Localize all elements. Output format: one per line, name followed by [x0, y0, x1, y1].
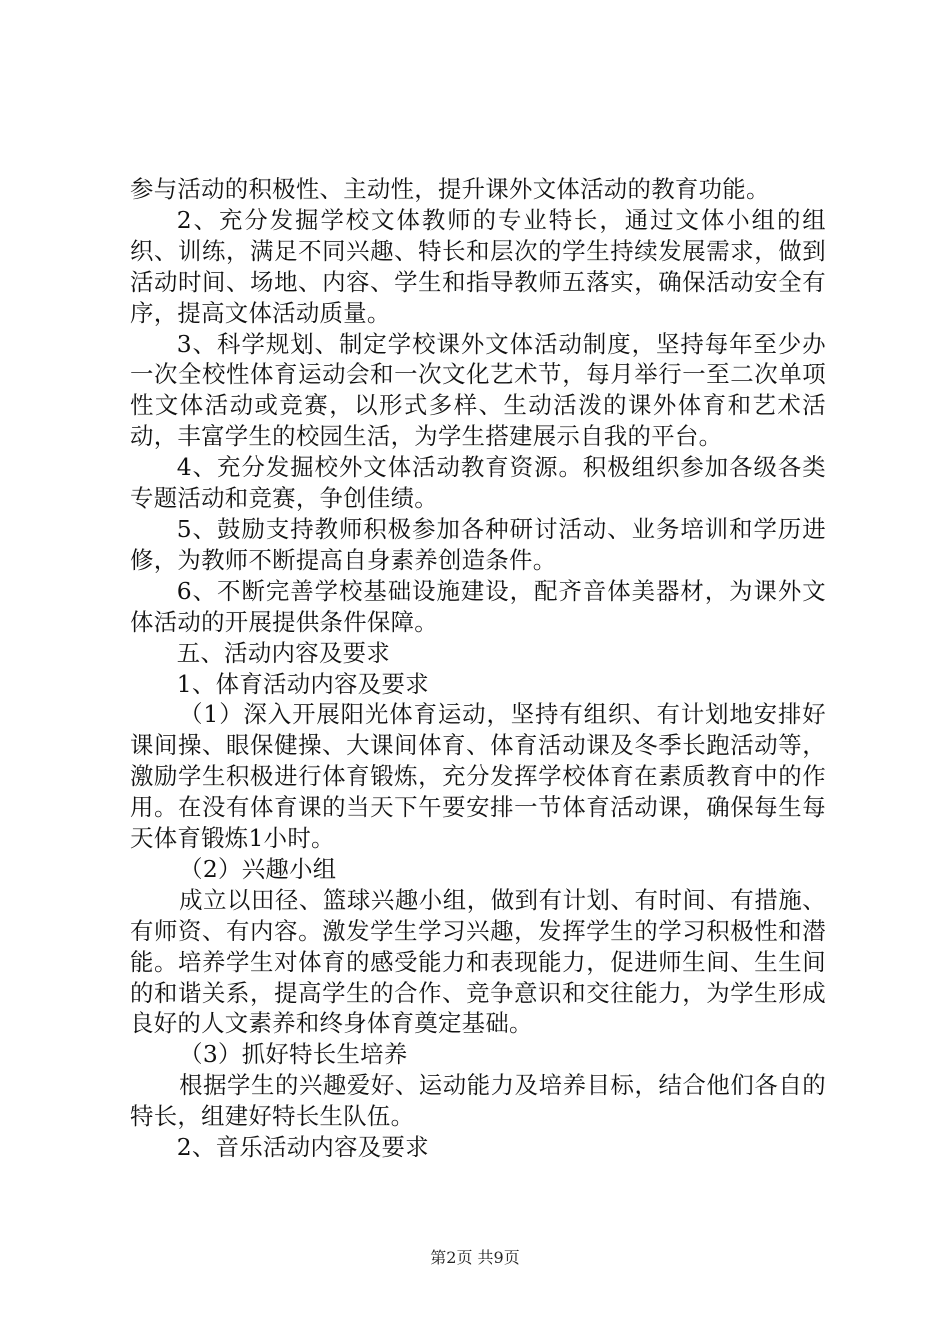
subsection-heading-music: 2、音乐活动内容及要求 — [176, 1133, 429, 1162]
heading-talent-training: （3）抓好特长生培养 — [179, 1040, 408, 1069]
document-body — [130, 174, 826, 1163]
paragraph-interest-group: 成立以田径、篮球兴趣小组，做到有计划、有时间、有措施、有师资、有内容。激发学生学习兴趣，发挥学生的学习积极性和潜能。培养学生对体育的感受能力和表现能力，促进师生间、生生间的和谐关系，提高学生的合作、竞争意识和交往能力，为学生形成良好的人文素养和终身体育奠定基础。 — [130, 885, 826, 1038]
paragraph-item-2: 2、充分发掘学校文体教师的专业特长，通过文体小组的组织、训练，满足不同兴趣、特长和层次的学生持续发展需求，做到活动时间、场地、内容、学生和指导教师五落实，确保活动安全有序，提高文体活动质量。 — [130, 205, 826, 327]
paragraph-continuation: 参与活动的积极性、主动性，提升课外文体活动的教育功能。 — [130, 175, 770, 203]
paragraph-item-3: 3、科学规划、制定学校课外文体活动制度，坚持每年至少办一次全校性体育运动会和一次文化艺术节，每月举行一至二次单项性文体活动或竞赛，以形式多样、生动活泼的课外体育和艺术活动，丰富学生的校园生活，为学生搭建展示自我的平台。 — [130, 329, 826, 451]
paragraph-sports-1: （1）深入开展阳光体育运动，坚持有组织、有计划地安排好课间操、眼保健操、大课间体育、体育活动课及冬季长跑活动等，激励学生积极进行体育锻炼，充分发挥学校体育在素质教育中的作用。在没有体育课的当天下午要安排一节体育活动课，确保每生每天体育锻炼1小时。 — [130, 700, 826, 853]
paragraph-talent-training: 根据学生的兴趣爱好、运动能力及培养目标，结合他们各自的特长，组建好特长生队伍。 — [130, 1071, 826, 1131]
section-heading-5: 五、活动内容及要求 — [176, 638, 391, 667]
paragraph-item-5: 5、鼓励支持教师积极参加各种研讨活动、业务培训和学历进修，为教师不断提高自身素养创造条件。 — [130, 514, 826, 574]
subsection-heading-sports: 1、体育活动内容及要求 — [176, 669, 429, 698]
paragraph-item-4: 4、充分发掘校外文体活动教育资源。积极组织参加各级各类专题活动和竞赛，争创佳绩。 — [130, 453, 826, 513]
heading-interest-group: （2）兴趣小组 — [179, 854, 337, 883]
page-number-footer: 第2页 共9页 — [430, 1248, 520, 1267]
paragraph-item-6: 6、不断完善学校基础设施建设，配齐音体美器材，为课外文体活动的开展提供条件保障。 — [130, 576, 826, 636]
